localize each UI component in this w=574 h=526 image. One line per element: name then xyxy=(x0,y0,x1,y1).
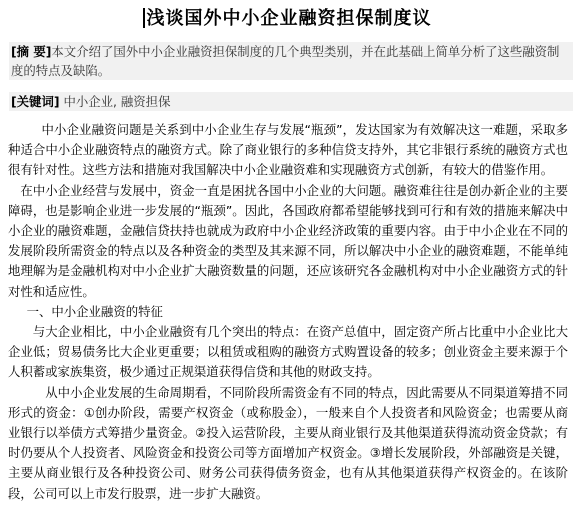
section-heading-1: 一、中小企业融资的特征 xyxy=(26,303,163,319)
abstract-text: 本文介绍了国外中小企业融资担保制度的几个典型类别，并在此基础上简单分析了这些融资制度的特点及缺陷。 xyxy=(11,44,560,78)
abstract-section xyxy=(9,42,573,80)
abstract-label: [摘 要] xyxy=(11,44,52,59)
keywords-section xyxy=(9,92,573,111)
body-paragraph-3: 与大企业相比，中小企业融资有几个突出的特点：在资产总值中，固定资产所占比重中小企业比大企业低；贸易债务比大企业更重要；以租赁或租购的融资方式购置设备的较多；创业资金主要来源于个人积蓄或家族集资，极少通过正规渠道获得信贷和其他的财政支持。 xyxy=(8,324,568,380)
document-title xyxy=(0,6,574,32)
body-paragraph-4: 从中小企业发展的生命周期看，不同阶段所需资金有不同的特点，因此需要从不同渠道筹措不同形式的资金：①创办阶段，需要产权资金（或称股金），一般来自个人投资者和风险资金；也需要从商业银行以举债方式筹措少量资金。②投入运营阶段，主要从商业银行及其他渠道获得流动资金贷款；有时仍要从个人投资者、风险资金和投资公司等方面增加产权资金。③增长发展阶段，外部融资是关键，主要从商业银行及各种投资公司、财务公司获得债务资金，也有从其他渠道获得产权资金的。在该阶段，公司可以上市发行股票，进一步扩大融资。 xyxy=(8,384,568,501)
document-body xyxy=(8,120,568,504)
keywords-text: 中小企业, 融资担保 xyxy=(63,94,171,109)
title-text: 浅谈国外中小企业融资担保制度议 xyxy=(146,8,432,29)
body-paragraph-1: 中小企业融资问题是关系到中小企业生存与发展“瓶颈”，发达国家为有效解决这一难题，采取多种适合中小企业融资特点的融资方式。除了商业银行的多种信贷支持外，其它非银行系统的融资方式也很有针对性。这些方法和措施对我国解决中小企业融资难和实现融资方式创新，有较大的借鉴作用。 xyxy=(8,122,568,178)
text-cursor xyxy=(143,8,145,28)
keywords-label: [关键词] xyxy=(11,94,60,109)
body-paragraph-2: 在中小企业经营与发展中，资金一直是困扰各国中小企业的大问题。融资难往往是创办新企业的主要障碍，也是影响企业进一步发展的“瓶颈”。因此，各国政府都希望能够找到可行和有效的措施来解决中小企业的融资难题，金融信贷扶持也就成为政府中小企业经济政策的重要内容。由于中小企业在不同的发展阶段所需资金的特点以及各种资金的类型及其来源不同，所以解决中小企业的融资难题，不能单纯地理解为是金融机构对中小企业扩大融资数量的问题，还应该研究各金融机构对中小企业融资方式的针对性和适应性。 xyxy=(8,182,568,299)
